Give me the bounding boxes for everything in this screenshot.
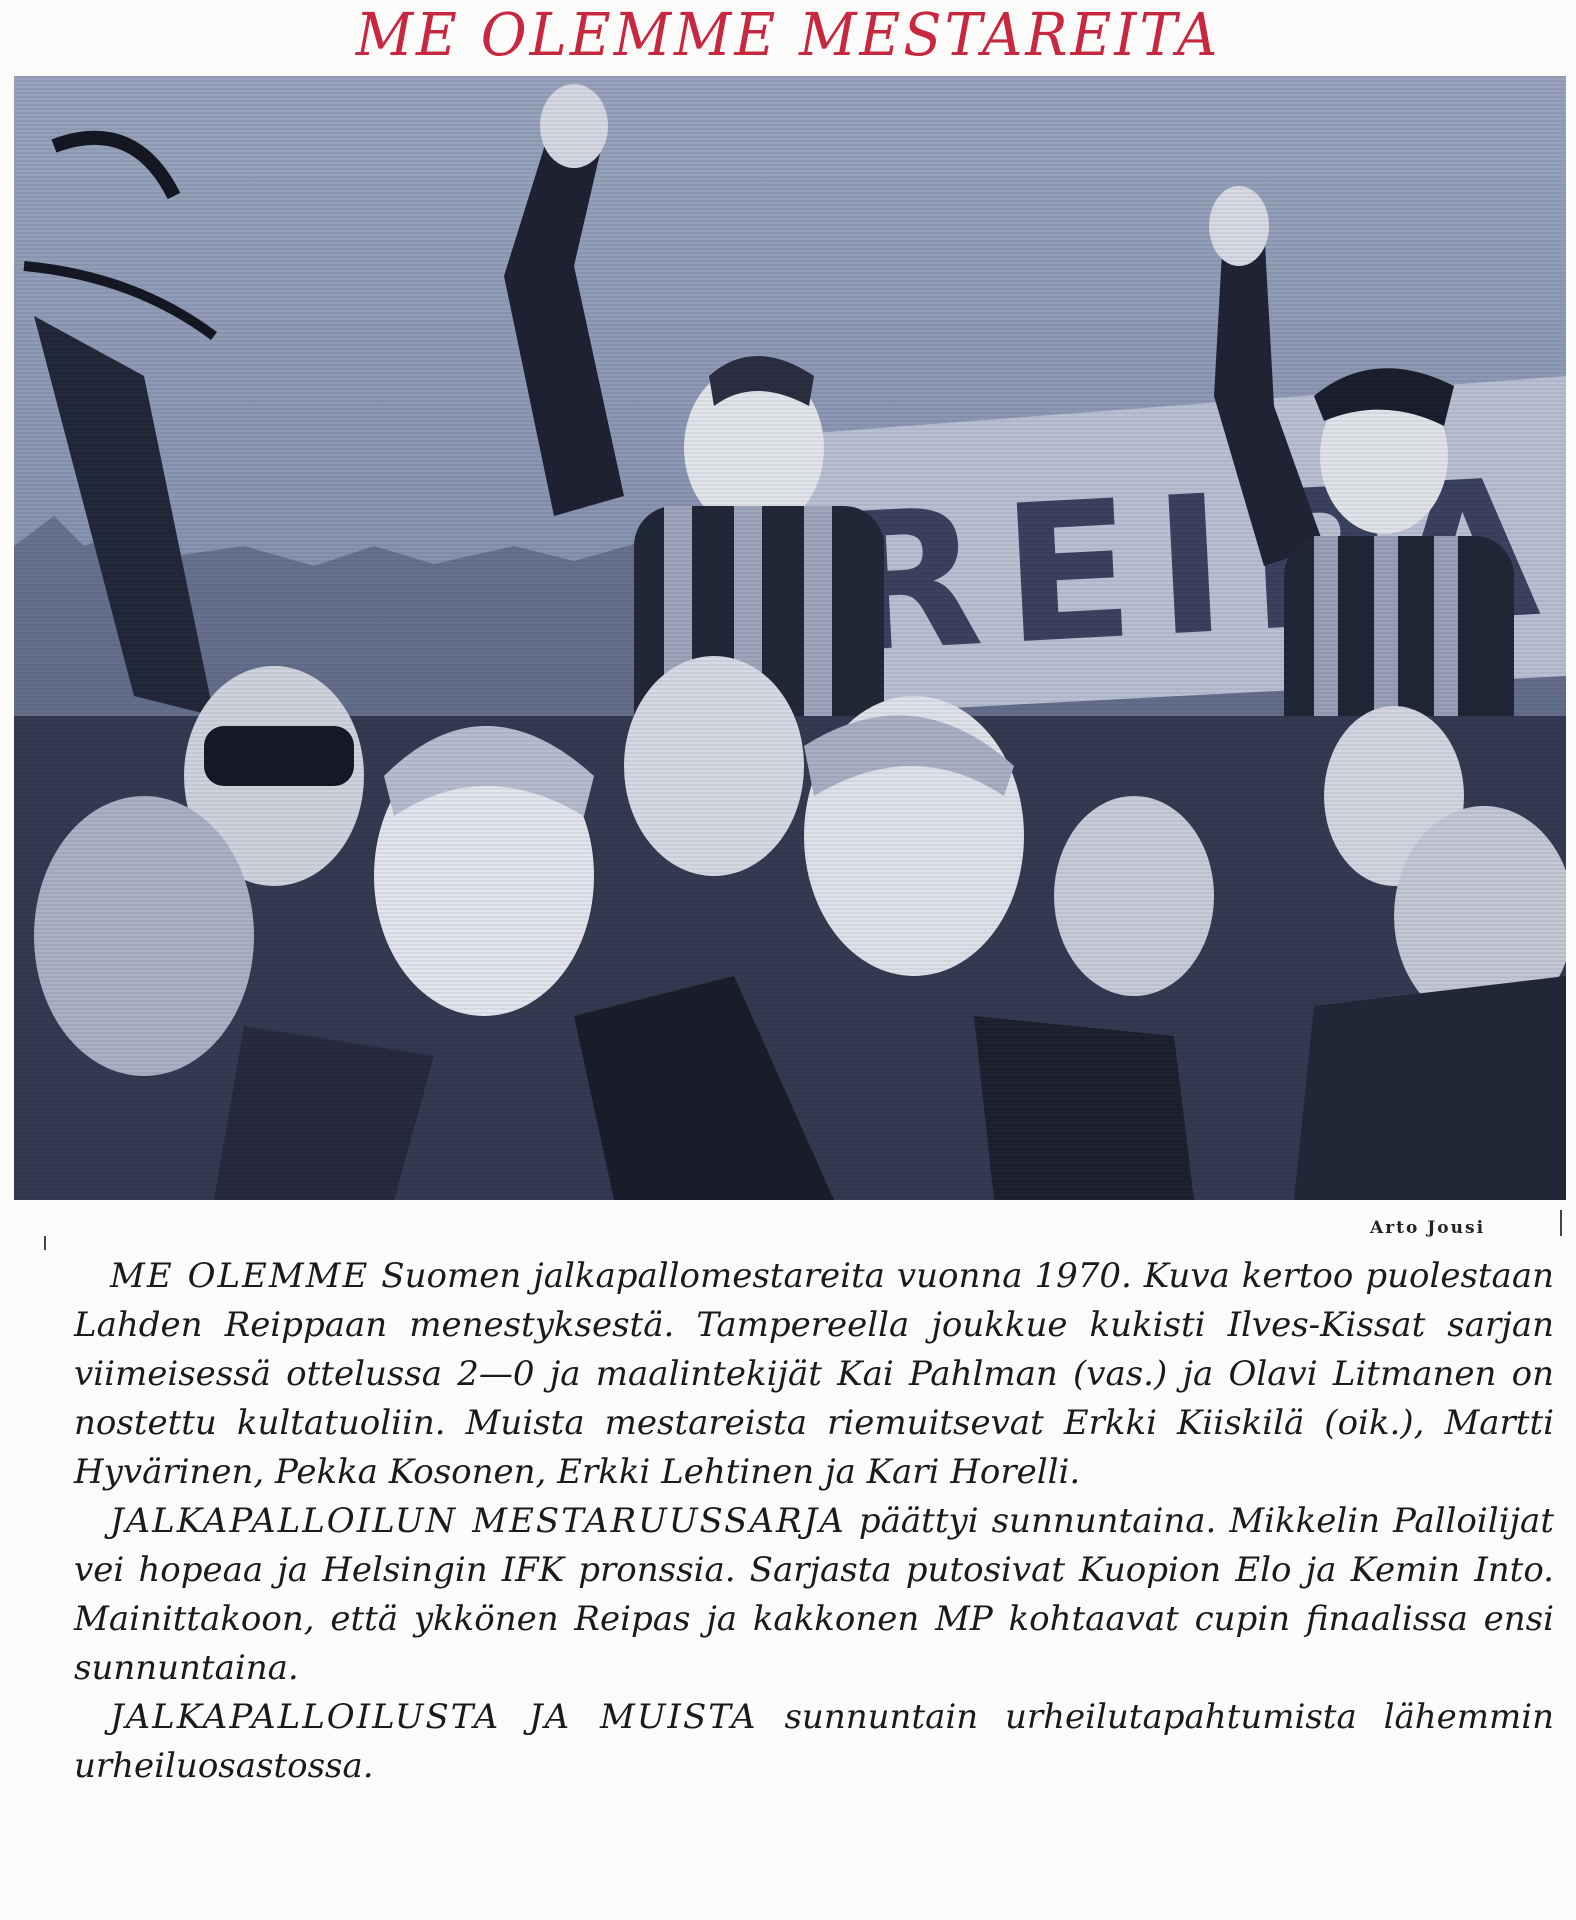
- article-body: [74, 1252, 1554, 1791]
- edge-mark: [1560, 1210, 1562, 1236]
- news-photo: [14, 76, 1566, 1200]
- paragraph-text: päättyi sunnuntaina. Mikkelin Palloilijat vei hopeaa ja Helsingin IFK pronssia. Sarjasta putosivat Kuopion Elo ja Kemin Into. Mainittakoon, että ykkönen Reipas ja kakkonen MP kohtaavat cupin finaalissa ensi sunnuntaina.: [74, 1501, 1554, 1688]
- edge-mark: [44, 1236, 46, 1250]
- paragraph-3: [74, 1693, 1554, 1791]
- paragraph-1: [74, 1252, 1554, 1497]
- paragraph-lead: JALKAPALLOILUSTA JA MUISTA: [110, 1697, 758, 1737]
- paragraph-text: sunnuntain urheilutapahtumista lähemmin urheiluosastossa.: [74, 1697, 1555, 1786]
- paragraph-lead: JALKAPALLOILUN MESTARUUSSARJA: [110, 1501, 846, 1541]
- paragraph-2: [74, 1497, 1554, 1693]
- headline: ME OLEMME MESTAREITA: [355, 1, 1221, 70]
- paragraph-text: Suomen jalkapallomestareita vuonna 1970. Kuva kertoo puolestaan Lahden Reippaan menestyksestä. Tampereella joukkue kukisti Ilves-Kissat sarjan viimeisessä ottelussa 2—0 ja maalintekijät Kai Pahlman (vas.) ja Olavi Litmanen on nostettu kultatuoliin. Muista mestareista riemuitsevat Erkki Kiiskilä (oik.), Martti Hyvärinen, Pekka Kosonen, Erkki Lehtinen ja Kari Horelli.: [74, 1256, 1554, 1492]
- photo-credit: Arto Jousi: [1370, 1218, 1486, 1238]
- paragraph-lead: ME OLEMME: [110, 1256, 370, 1296]
